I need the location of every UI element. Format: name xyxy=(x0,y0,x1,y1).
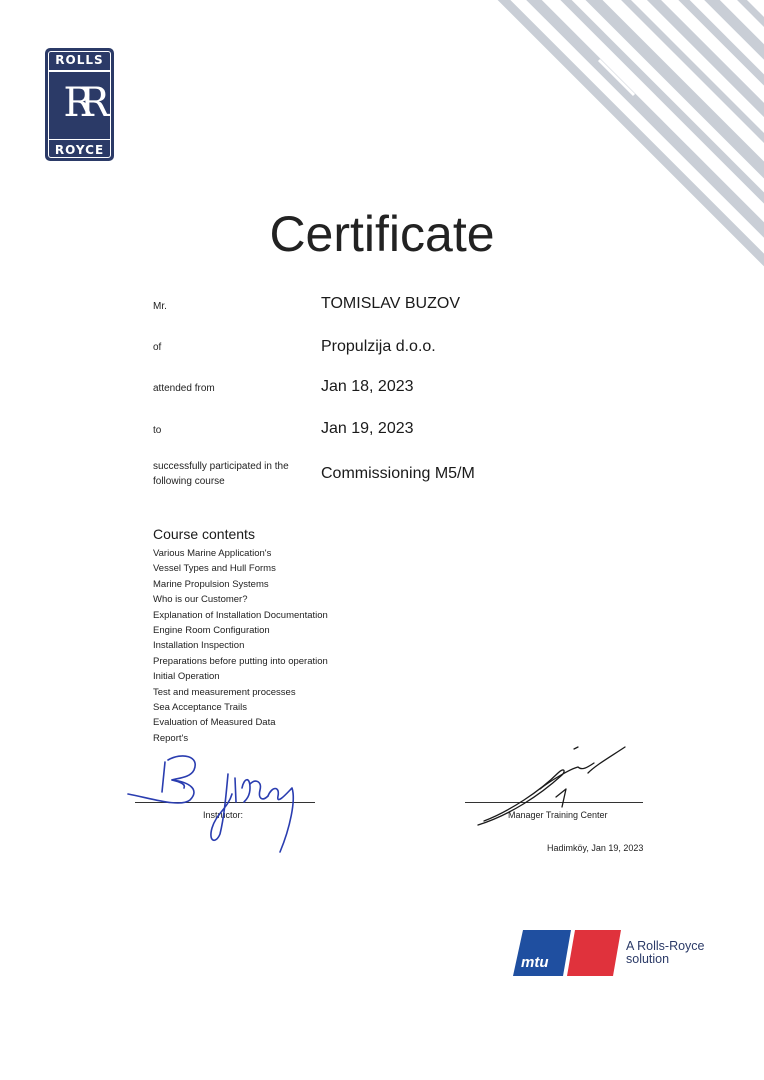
label-mr: Mr. xyxy=(153,301,167,312)
course-item: Various Marine Application's xyxy=(153,548,272,559)
mtu-logo xyxy=(513,930,621,976)
logo-divider xyxy=(48,139,111,141)
mtu-logo-red-block xyxy=(567,930,621,976)
course-item: Sea Acceptance Trails xyxy=(153,702,247,714)
course-contents-title: Course contents xyxy=(153,526,255,542)
course-item: Installation Inspection xyxy=(153,640,245,652)
course-name: Commissioning M5/M xyxy=(321,465,475,482)
logo-monogram: RR xyxy=(63,80,96,126)
course-item: Initial Operation xyxy=(153,671,220,683)
tagline-line2: solution xyxy=(626,952,670,966)
label-attended-from: attended from xyxy=(153,383,215,394)
course-contents-list xyxy=(153,546,328,746)
certificate-title: Certificate xyxy=(269,206,495,262)
label-participated-line1: successfully participated in the xyxy=(153,461,289,472)
start-date: Jan 18, 2023 xyxy=(321,378,414,395)
instructor-label: Instructor: xyxy=(203,810,244,820)
logo-word-royce: ROYCE xyxy=(54,143,105,157)
label-to: to xyxy=(153,425,162,436)
instructor-signature xyxy=(120,748,310,858)
place-and-date: Hadimköy, Jan 19, 2023 xyxy=(547,843,644,853)
course-item: Report's xyxy=(153,732,189,744)
label-participated-line2: following course xyxy=(153,476,225,487)
course-item: Explanation of Installation Documentation xyxy=(153,609,328,621)
label-of: of xyxy=(153,342,162,353)
rolls-royce-solution-tagline xyxy=(626,940,705,966)
course-item: Marine Propulsion Systems xyxy=(153,578,269,590)
course-item: Engine Room Configuration xyxy=(153,625,270,637)
company-name: Propulzija d.o.o. xyxy=(321,338,436,355)
tagline-line1: A Rolls-Royce xyxy=(626,939,705,953)
manager-label: Manager Training Center xyxy=(508,810,608,820)
course-item: Who is our Customer? xyxy=(153,594,248,606)
course-item: Test and measurement processes xyxy=(153,686,296,698)
rolls-royce-logo xyxy=(45,48,114,161)
end-date: Jan 19, 2023 xyxy=(321,420,414,437)
course-item: Evaluation of Measured Data xyxy=(153,717,276,729)
participant-name: TOMISLAV BUZOV xyxy=(321,295,460,312)
label-participated xyxy=(153,459,289,489)
course-item: Preparations before putting into operation xyxy=(153,655,328,667)
manager-signature xyxy=(470,745,635,835)
course-item: Vessel Types and Hull Forms xyxy=(153,563,276,575)
logo-word-rolls: ROLLS xyxy=(55,53,104,67)
mtu-wordmark: mtu xyxy=(521,954,549,971)
